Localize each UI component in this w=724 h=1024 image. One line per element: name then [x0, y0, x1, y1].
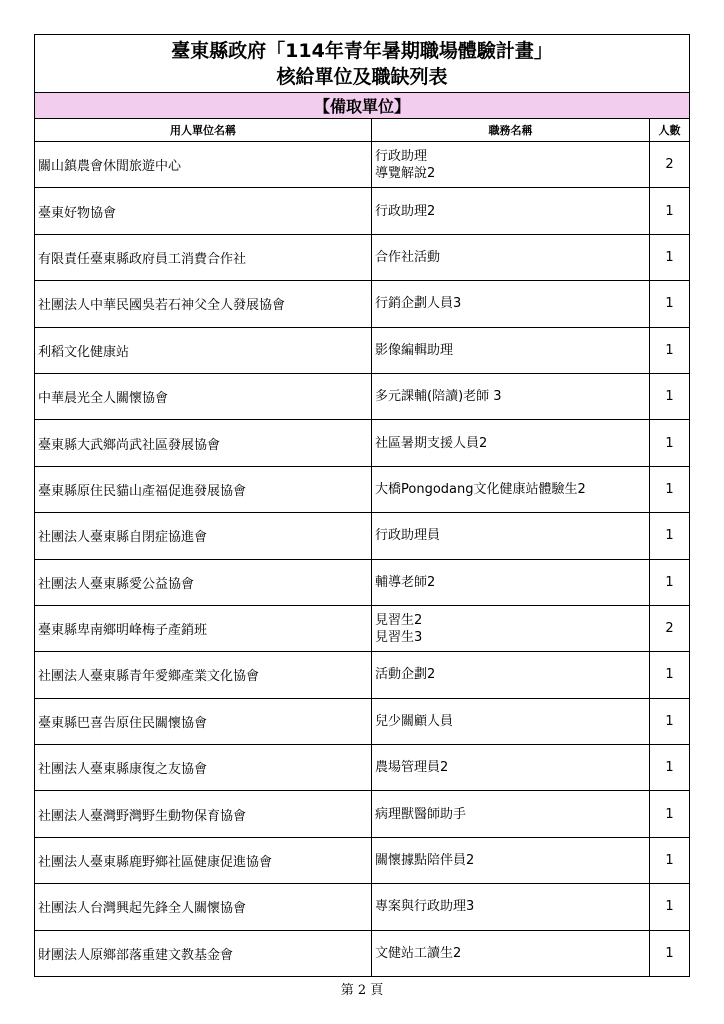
table-row: [35, 188, 690, 234]
unit-name-cell: 臺東縣原住民貓山產福促進發展協會: [35, 466, 372, 512]
section-row: [35, 93, 690, 119]
headcount-cell: 1: [650, 698, 690, 744]
unit-name-cell: 社團法人中華民國吳若石神父全人發展協會: [35, 281, 372, 327]
job-title-cell: [372, 234, 650, 280]
job-title-cell: [372, 605, 650, 651]
table-row: [35, 373, 690, 419]
headcount-cell: 1: [650, 513, 690, 559]
job-title: 見習生2: [375, 612, 423, 628]
unit-name-cell: 社團法人台灣興起先鋒全人關懷協會: [35, 884, 372, 930]
unit-name-cell: 有限責任臺東縣政府員工消費合作社: [35, 234, 372, 280]
unit-name-cell: 社團法人臺灣野灣野生動物保育協會: [35, 791, 372, 837]
table-title: [35, 35, 690, 93]
unit-name-cell: 社團法人臺東縣愛公益協會: [35, 559, 372, 605]
table-row: [35, 605, 690, 651]
job-title: 兒少關顧人員: [375, 713, 454, 729]
unit-name-cell: 中華晨光全人關懷協會: [35, 373, 372, 419]
page-number: 第 2 頁: [340, 983, 384, 998]
job-title: 見習生3: [375, 629, 423, 645]
job-title-cell: [372, 281, 650, 327]
unit-name-cell: 臺東縣巴喜告原住民關懷協會: [35, 698, 372, 744]
job-title: 輔導老師2: [375, 574, 436, 590]
headcount-cell: 1: [650, 420, 690, 466]
job-title-cell: [372, 791, 650, 837]
column-header-unit: 用人單位名稱: [35, 119, 372, 142]
job-title: 活動企劃2: [375, 667, 436, 683]
table-row: [35, 281, 690, 327]
vacancy-table-sheet: [34, 34, 689, 977]
job-title: 大橋Pongodang文化健康站體驗生2: [375, 481, 586, 497]
job-title-cell: [372, 142, 650, 188]
job-title: 專案與行政助理3: [375, 899, 475, 915]
job-title: 病理獸醫師助手: [375, 806, 467, 822]
unit-name-cell: 臺東縣大武鄉尚武社區發展協會: [35, 420, 372, 466]
job-title-cell: [372, 188, 650, 234]
table-row: [35, 884, 690, 930]
unit-name-cell: 社團法人臺東縣康復之友協會: [35, 745, 372, 791]
job-title-cell: [372, 559, 650, 605]
job-title: 影像編輯助理: [375, 342, 454, 358]
headcount-cell: 1: [650, 745, 690, 791]
title-line-1: 臺東縣政府「114年青年暑期職場體驗計畫」: [171, 39, 553, 62]
job-title: 行銷企劃人員3: [375, 296, 462, 312]
unit-name-cell: 財團法人原鄉部落重建文教基金會: [35, 930, 372, 976]
column-header-count: 人數: [650, 119, 690, 142]
table-row: [35, 327, 690, 373]
unit-name-cell: 利稻文化健康站: [35, 327, 372, 373]
table-row: [35, 513, 690, 559]
job-title: 多元課輔(陪讀)老師 3: [375, 389, 502, 405]
table-row: [35, 142, 690, 188]
table-title-row: [35, 35, 690, 93]
table-row: [35, 420, 690, 466]
vacancy-table: [34, 34, 690, 977]
job-title: 農場管理員2: [375, 760, 449, 776]
table-row: [35, 837, 690, 883]
job-title: 導覽解說2: [375, 165, 436, 181]
headcount-cell: 1: [650, 373, 690, 419]
table-row: [35, 930, 690, 976]
headcount-cell: 1: [650, 884, 690, 930]
unit-name-cell: 社團法人臺東縣青年愛鄉產業文化協會: [35, 652, 372, 698]
headcount-cell: 1: [650, 652, 690, 698]
unit-name-cell: 關山鎮農會休閒旅遊中心: [35, 142, 372, 188]
job-title-cell: [372, 745, 650, 791]
headcount-cell: 1: [650, 559, 690, 605]
unit-name-cell: 臺東好物協會: [35, 188, 372, 234]
header-row: [35, 119, 690, 142]
job-title: 關懷據點陪伴員2: [375, 853, 475, 869]
table-row: [35, 652, 690, 698]
unit-name-cell: 臺東縣卑南鄉明峰梅子產銷班: [35, 605, 372, 651]
headcount-cell: 1: [650, 791, 690, 837]
job-title-cell: [372, 698, 650, 744]
table-row: [35, 234, 690, 280]
headcount-cell: 1: [650, 930, 690, 976]
headcount-cell: 1: [650, 327, 690, 373]
job-title-cell: [372, 466, 650, 512]
job-title: 行政助理2: [375, 203, 436, 219]
job-title-cell: [372, 652, 650, 698]
job-title-cell: [372, 373, 650, 419]
headcount-cell: 1: [650, 234, 690, 280]
table-row: [35, 745, 690, 791]
job-title: 社區暑期支援人員2: [375, 435, 488, 451]
job-title-cell: [372, 420, 650, 466]
table-row: [35, 466, 690, 512]
headcount-cell: 2: [650, 605, 690, 651]
headcount-cell: 1: [650, 837, 690, 883]
job-title: 行政助理: [375, 148, 428, 164]
job-title-cell: [372, 837, 650, 883]
title-line-2: 核給單位及職缺列表: [276, 65, 448, 88]
job-title-cell: [372, 513, 650, 559]
job-title-cell: [372, 884, 650, 930]
job-title-cell: [372, 930, 650, 976]
table-row: [35, 559, 690, 605]
section-label: 【備取單位】: [35, 93, 690, 119]
table-row: [35, 698, 690, 744]
headcount-cell: 1: [650, 281, 690, 327]
unit-name-cell: 社團法人臺東縣鹿野鄉社區健康促進協會: [35, 837, 372, 883]
job-title: 合作社活動: [375, 249, 441, 265]
table-row: [35, 791, 690, 837]
column-header-job: 職務名稱: [372, 119, 650, 142]
job-title-cell: [372, 327, 650, 373]
unit-name-cell: 社團法人臺東縣自閉症協進會: [35, 513, 372, 559]
headcount-cell: 1: [650, 466, 690, 512]
headcount-cell: 2: [650, 142, 690, 188]
headcount-cell: 1: [650, 188, 690, 234]
job-title: 文健站工讀生2: [375, 945, 462, 961]
job-title: 行政助理員: [375, 528, 441, 544]
